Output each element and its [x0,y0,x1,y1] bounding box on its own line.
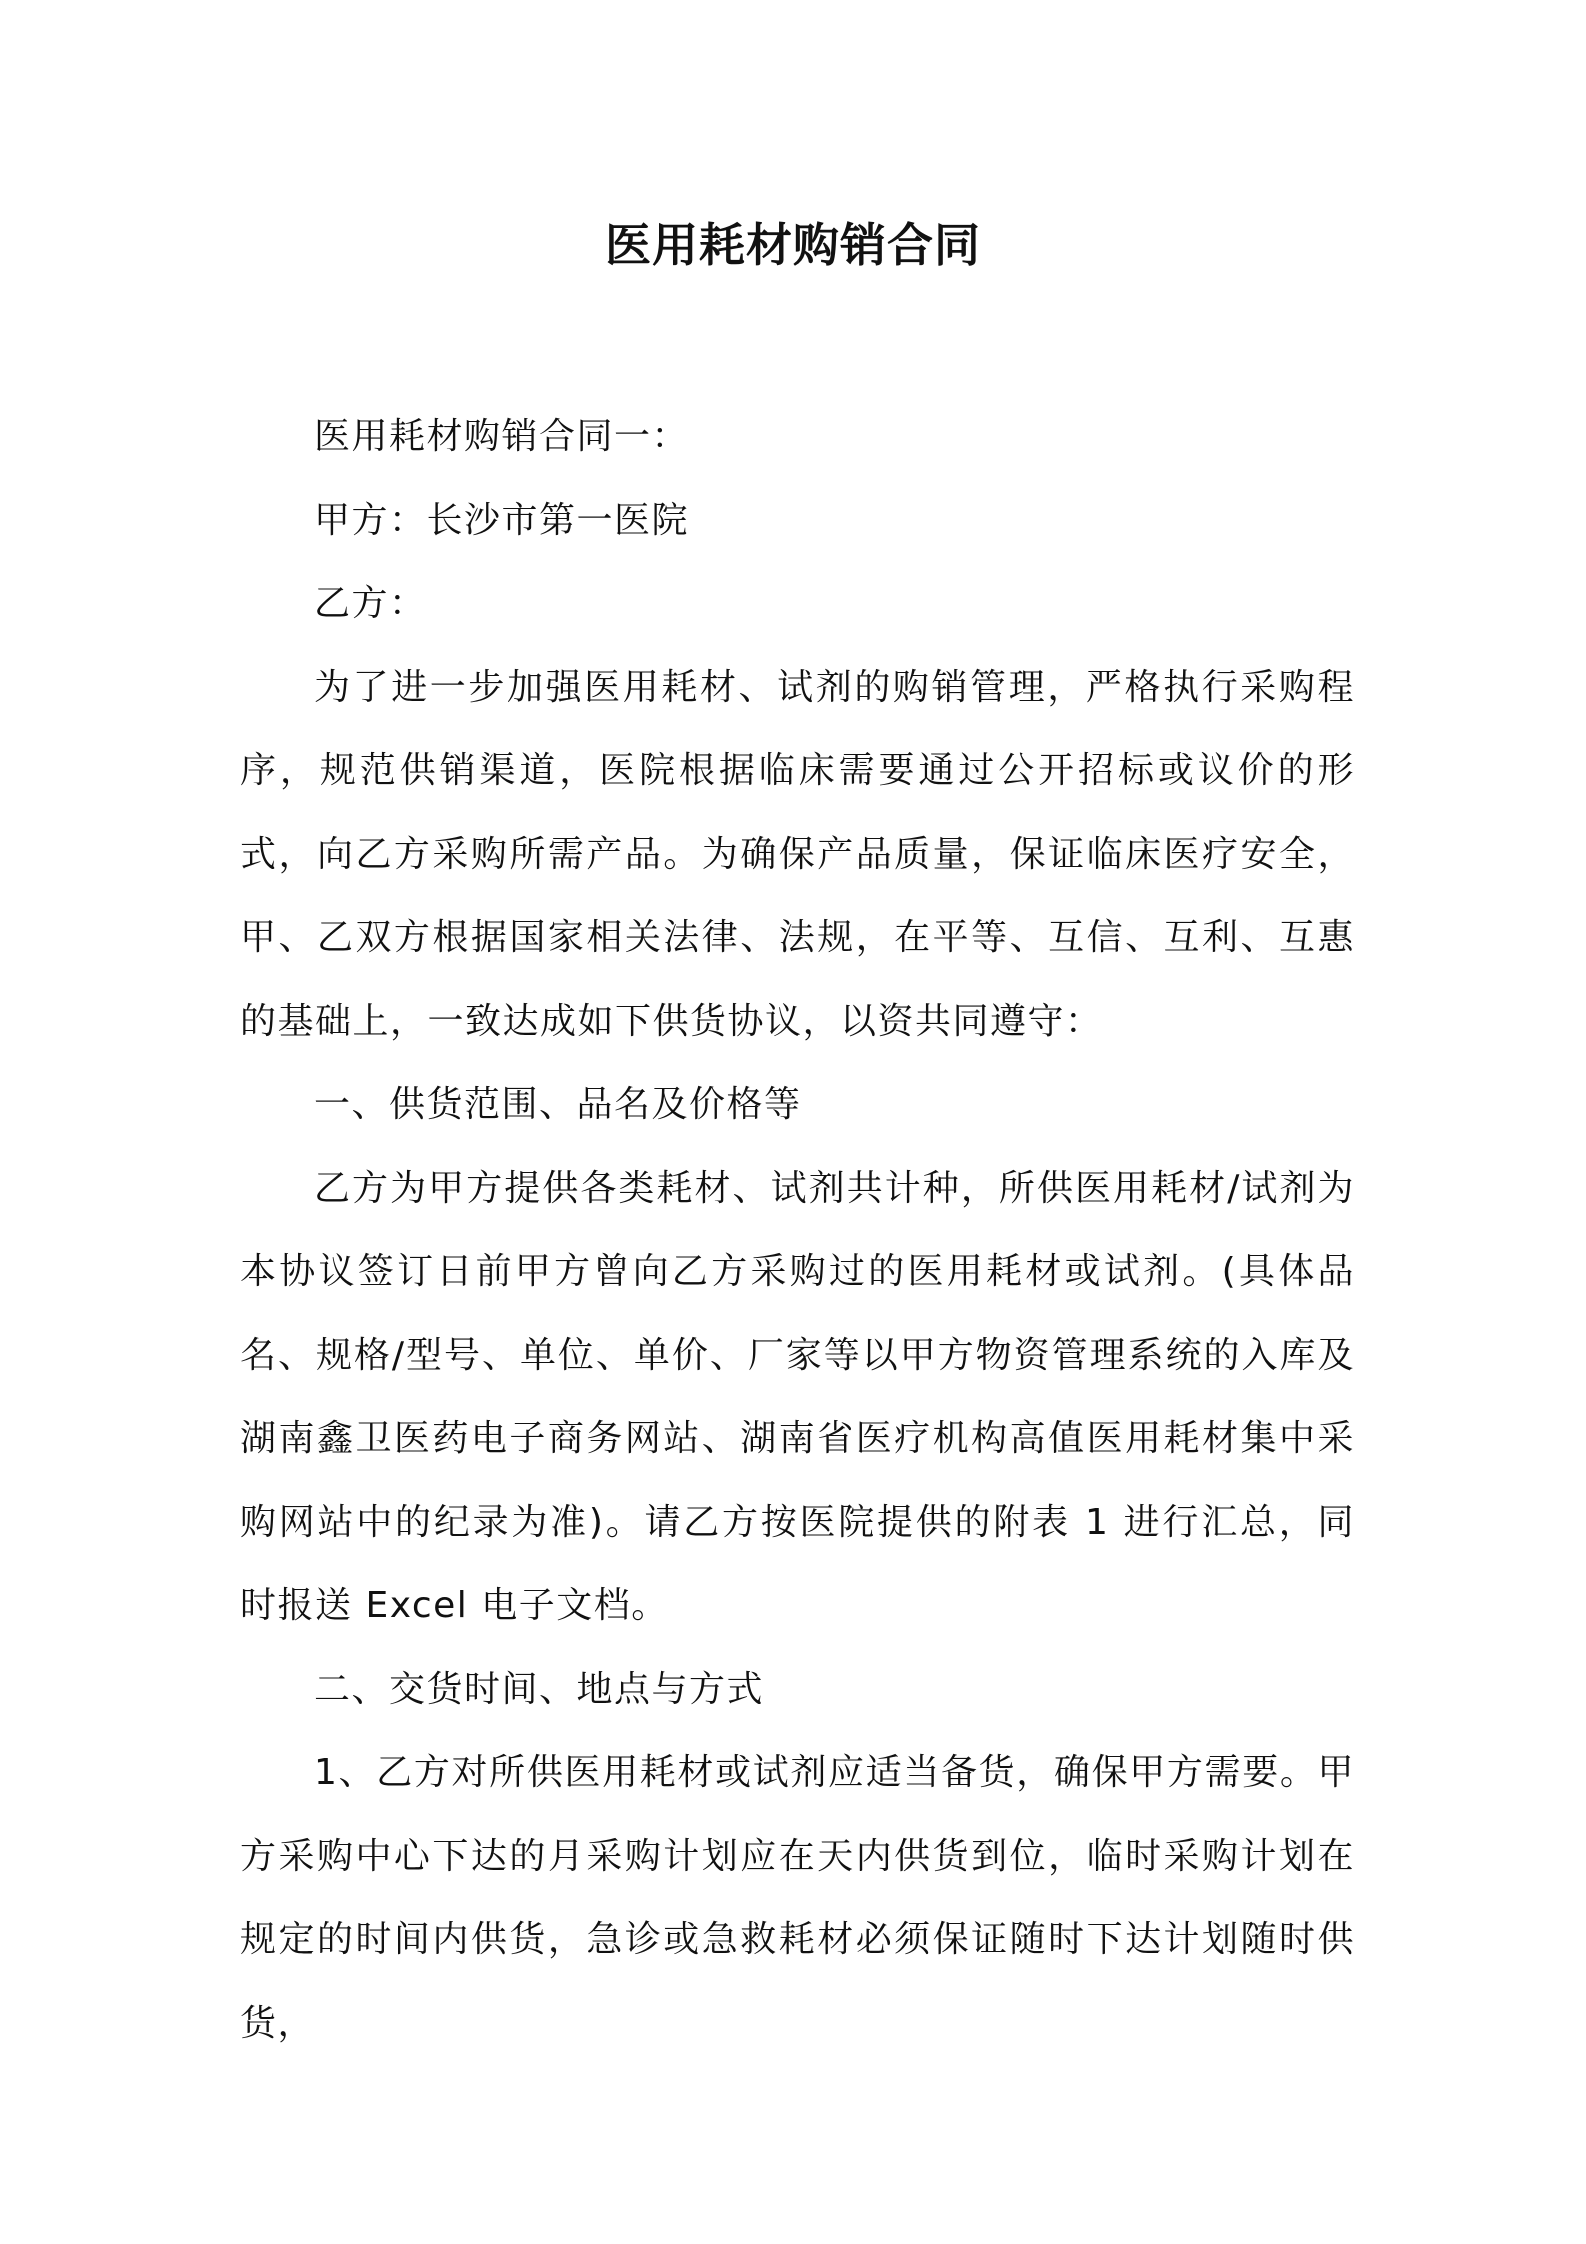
document-body [240,395,1355,2065]
section-1-paragraph: 乙方为甲方提供各类耗材、试剂共计种，所供医用耗材/试剂为本协议签订日前甲方曾向乙方采购过的医用耗材或试剂。(具体品名、规格/型号、单位、单价、厂家等以甲方物资管理系统的入库及湖南鑫卫医药电子商务网站、湖南省医疗机构高值医用耗材集中采购网站中的纪录为准)。请乙方按医院提供的附表 1 进行汇总，同时报送 Excel 电子文档。 [240,1167,1355,1626]
preamble-paragraph: 为了进一步加强医用耗材、试剂的购销管理，严格执行采购程序，规范供销渠道，医院根据临床需要通过公开招标或议价的形式，向乙方采购所需产品。为确保产品质量，保证临床医疗安全，甲、乙双方根据国家相关法律、法规，在平等、互信、互利、互惠的基础上，一致达成如下供货协议，以资共同遵守： [240,666,1355,1042]
section-heading-1: 一、供货范围、品名及价格等 [314,1084,802,1125]
document-title: 医用耗材购销合同 [605,218,981,272]
section-heading-2: 二、交货时间、地点与方式 [314,1668,765,1710]
party-a: 甲方：长沙市第一医院 [314,499,690,541]
party-b: 乙方： [314,583,427,624]
section-2-clause-1: 1、乙方对所供医用耗材或试剂应适当备货，确保甲方需要。甲方采购中心下达的月采购计划应在天内供货到位，临时采购计划在规定的时间内供货，急诊或急救耗材必须保证随时下达计划随时供货， [240,1752,1355,2044]
contract-subtitle: 医用耗材购销合同一： [314,416,690,457]
